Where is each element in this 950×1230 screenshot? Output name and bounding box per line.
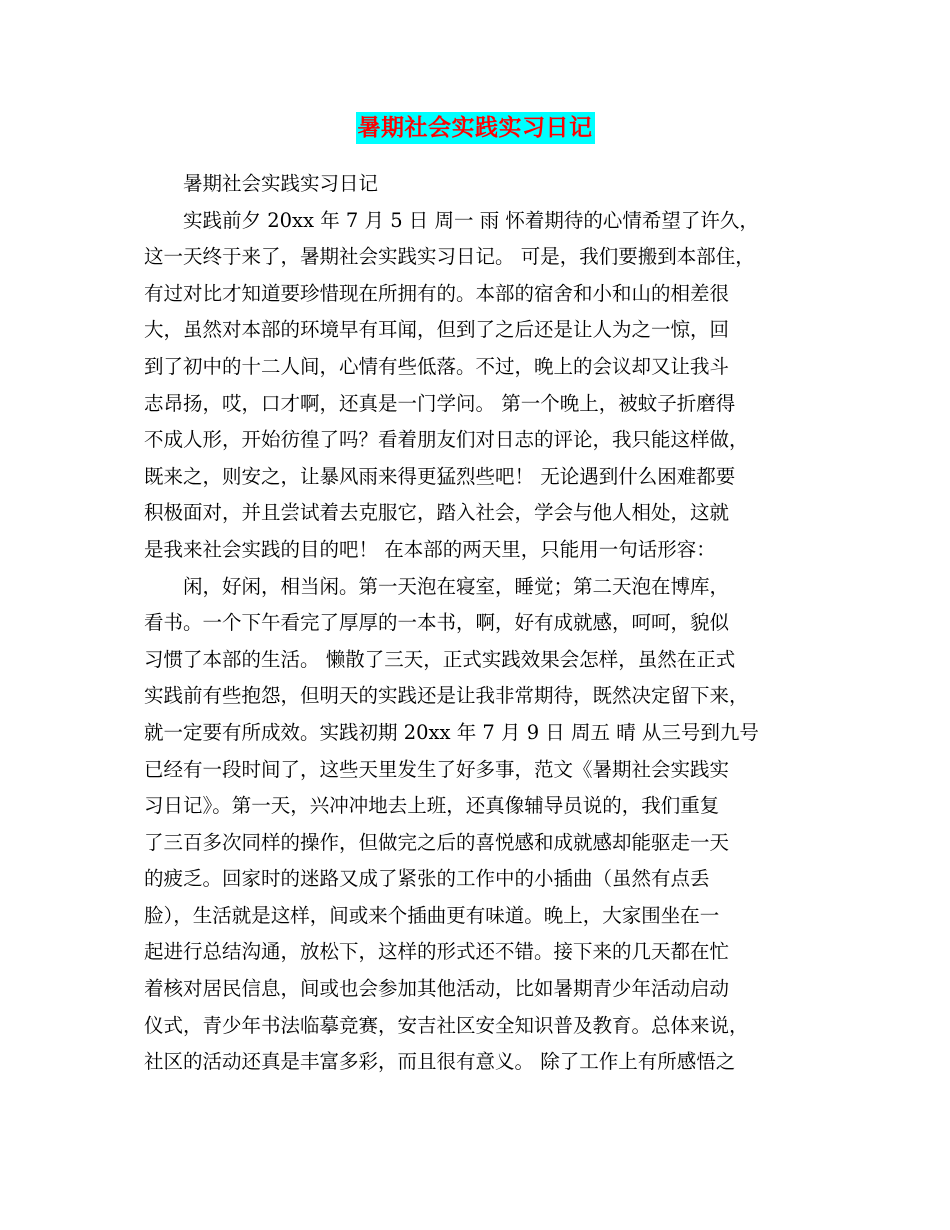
text-line: 这一天终于来了，暑期社会实践实习日记。 可是，我们要搬到本部住， (144, 245, 755, 269)
text-line: 看书。一个下午看完了厚厚的一本书，啊，好有成就感，呵呵，貌似 (144, 611, 730, 635)
document-body (144, 166, 824, 1081)
text-line: 起进行总结沟通，放松下，这样的形式还不错。接下来的几天都在忙 (144, 940, 730, 964)
text-line: 闲，好闲，相当闲。第一天泡在寝室，睡觉；第二天泡在博库， (183, 574, 730, 598)
text-line: 暑期社会实践实习日记 (183, 172, 379, 195)
text-line: 脸），生活就是这样，间或来个插曲更有味道。晚上，大家围坐在一 (144, 903, 720, 927)
text-line: 实践前有些抱怨，但明天的实践还是让我非常期待，既然决定留下来， (144, 684, 749, 708)
title-container (0, 112, 950, 144)
text-line: 仪式，青少年书法临摹竞赛，安吉社区安全知识普及教育。总体来说， (144, 1013, 749, 1037)
text-line: 实践前夕 20xx 年 7 月 5 日 周一 雨 怀着期待的心情希望了许久， (183, 208, 759, 232)
text-line: 积极面对，并且尝试着去克服它，踏入社会，学会与他人相处，这就 (144, 501, 730, 525)
text-line: 既来之，则安之，让暴风雨来得更猛烈些吧！ 无论遇到什么困难都要 (144, 464, 736, 488)
text-line: 社区的活动还真是丰富多彩，而且很有意义。 除了工作上有所感悟之 (144, 1050, 736, 1074)
document-title: 暑期社会实践实习日记 (356, 112, 595, 144)
text-line: 志昂扬，哎，口才啊，还真是一门学问。 第一个晚上，被蚊子折磨得 (144, 391, 736, 415)
text-line: 了三百多次同样的操作，但做完之后的喜悦感和成就感却能驱走一天 (144, 830, 730, 854)
text-line: 大，虽然对本部的环境早有耳闻，但到了之后还是让人为之一惊，回 (144, 318, 730, 342)
text-line: 有过对比才知道要珍惜现在所拥有的。本部的宿舍和小和山的相差很 (144, 281, 730, 305)
text-line: 的疲乏。回家时的迷路又成了紧张的工作中的小插曲（虽然有点丢 (144, 867, 710, 891)
text-line: 是我来社会实践的目的吧！ 在本部的两天里，只能用一句话形容： (144, 537, 716, 561)
text-line: 就一定要有所成效。实践初期 20xx 年 7 月 9 日 周五 晴 从三号到九号 (144, 720, 759, 744)
text-line: 到了初中的十二人间，心情有些低落。不过，晚上的会议却又让我斗 (144, 354, 730, 378)
text-line: 习日记》。第一天，兴冲冲地去上班，还真像辅导员说的，我们重复 (144, 794, 720, 818)
text-line: 习惯了本部的生活。 懒散了三天，正式实践效果会怎样，虽然在正式 (144, 647, 736, 671)
text-line: 着核对居民信息，间或也会参加其他活动，比如暑期青少年活动启动 (144, 977, 730, 1001)
text-line: 已经有一段时间了，这些天里发生了好多事，范文《暑期社会实践实 (144, 757, 730, 781)
text-line: 不成人形，开始彷徨了吗？看着朋友们对日志的评论，我只能这样做， (144, 428, 749, 452)
